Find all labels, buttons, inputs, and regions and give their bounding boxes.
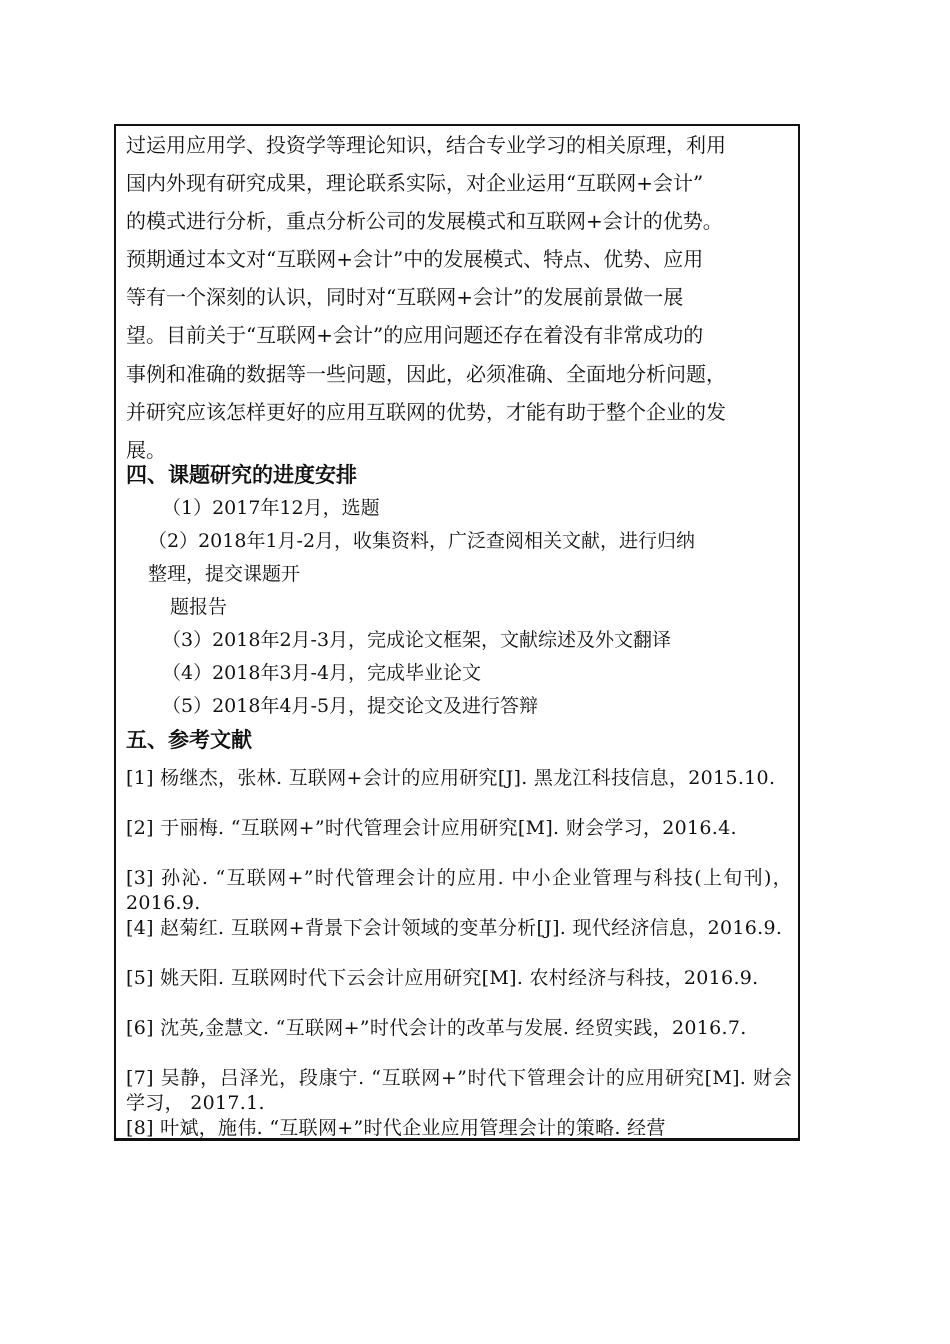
reference-list — [126, 766, 792, 1141]
reference-item: [8] 叶斌，施伟. “互联网+”时代企业应用管理会计的策略. 经营 — [126, 1117, 666, 1139]
reference-item: [7] 吴静，吕泽光，段康宁. “互联网+”时代下管理会计的应用研究[M]. 财会学习， 2017.1. — [126, 1067, 792, 1114]
reference-item: [2] 于丽梅. “互联网+”时代管理会计应用研究[M]. 财会学习，2016.4. — [126, 817, 737, 839]
intro-line: 望。目前关于“互联网+会计”的应用问题还存在着没有非常成功的 — [126, 323, 704, 348]
reference-item: [6] 沈英,金慧文. “互联网+”时代会计的改革与发展. 经贸实践，2016.7. — [126, 1017, 747, 1039]
intro-line: 并研究应该怎样更好的应用互联网的优势，才能有助于整个企业的发 — [126, 399, 726, 424]
reference-item: [4] 赵菊红. 互联网+背景下会计领域的变革分析[J]. 现代经济信息，2016.9. — [126, 917, 783, 939]
intro-paragraph — [126, 126, 790, 469]
section4-title: 四、课题研究的进度安排 — [126, 462, 357, 487]
schedule-item: （1）2017年12月，选题 — [162, 497, 380, 519]
schedule-item: （5）2018年4月-5月，提交论文及进行答辩 — [162, 695, 539, 717]
schedule-item: （2）2018年1月-2月，收集资料，广泛查阅相关文献，进行归纳 — [148, 530, 696, 552]
intro-line: 事例和准确的数据等一些问题，因此，必须准确、全面地分析问题， — [126, 361, 726, 386]
intro-line: 预期通过本文对“互联网+会计”中的发展模式、特点、优势、应用 — [126, 247, 704, 272]
reference-item: [5] 姚天阳. 互联网时代下云会计应用研究[M]. 农村经济与科技，2016.9. — [126, 967, 759, 989]
schedule-item: （3）2018年2月-3月，完成论文框架，文献综述及外文翻译 — [162, 629, 672, 651]
intro-line: 过运用应用学、投资学等理论知识，结合专业学习的相关原理，利用 — [126, 133, 726, 157]
intro-line: 展。 — [126, 437, 166, 462]
reference-item: [3] 孙沁. “互联网+”时代管理会计的应用. 中小企业管理与科技(上旬刊)，2016.9. — [126, 867, 792, 914]
schedule-item: 题报告 — [170, 596, 228, 618]
document-frame — [114, 124, 800, 1141]
reference-item: [1] 杨继杰，张林. 互联网+会计的应用研究[J]. 黑龙江科技信息，2015.10. — [126, 767, 776, 789]
intro-line: 国内外现有研究成果，理论联系实际，对企业运用“互联网+会计” — [126, 171, 704, 196]
intro-line: 等有一个深刻的认识，同时对“互联网+会计”的发展前景做一展 — [126, 285, 684, 310]
schedule-item: （4）2018年3月-4月，完成毕业论文 — [162, 662, 482, 684]
intro-line: 的模式进行分析，重点分析公司的发展模式和互联网+会计的优势。 — [126, 209, 723, 234]
section5-title: 五、参考文献 — [126, 727, 252, 752]
schedule-item: 整理，提交课题开 — [148, 563, 301, 585]
